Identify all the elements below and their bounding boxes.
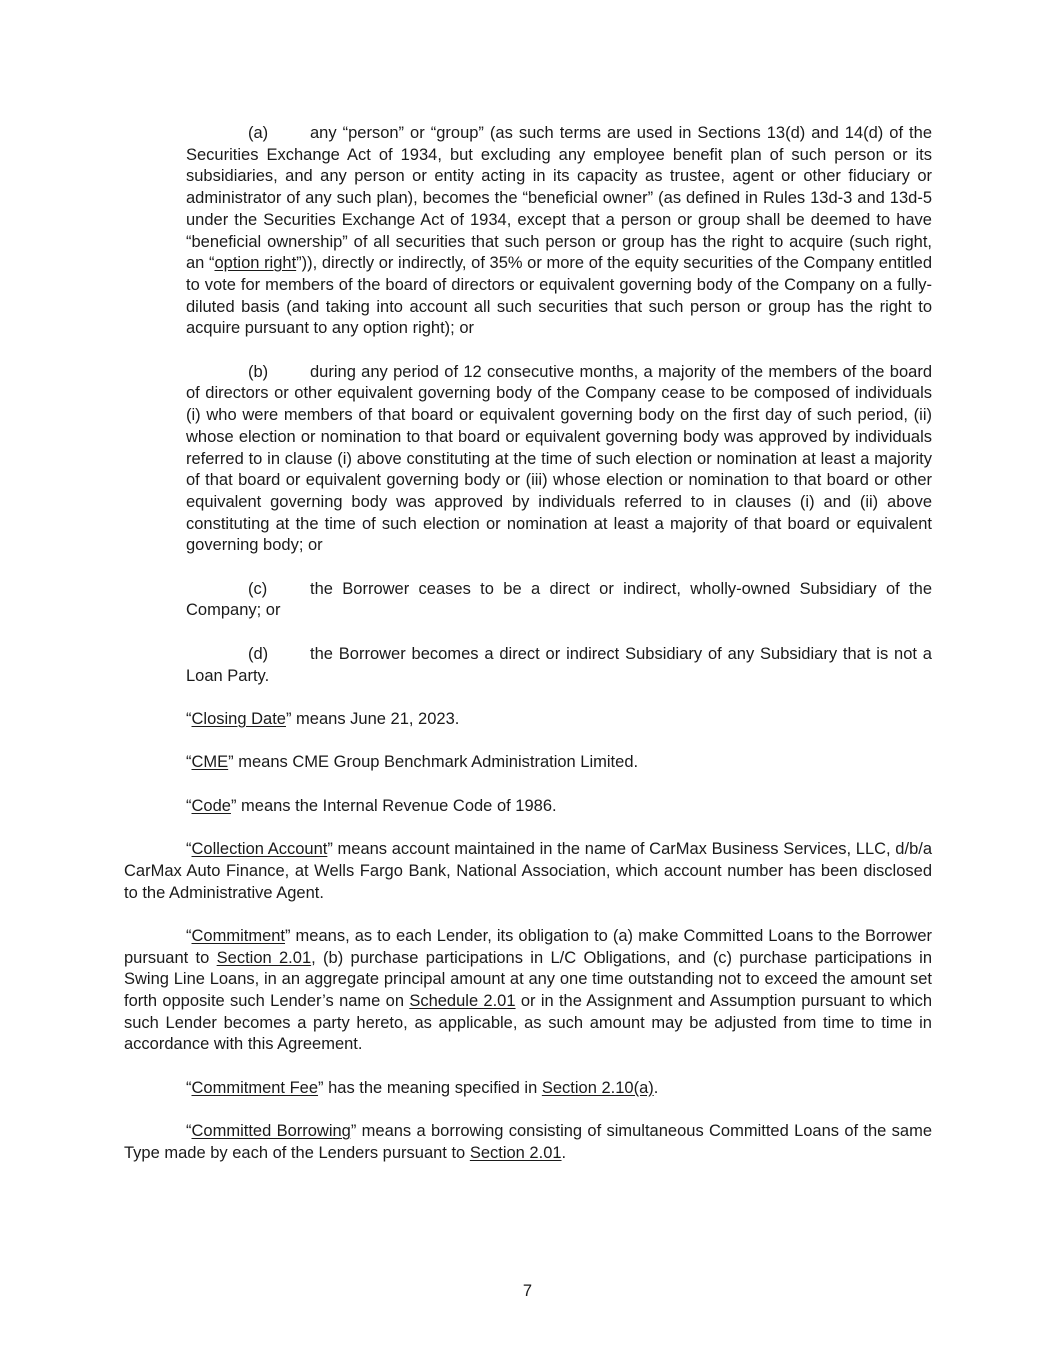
defined-term: Commitment [191,926,286,945]
definition-paragraph [124,839,932,904]
text-run: ” means CME Group Benchmark Administration Limited. [228,753,639,772]
text-run: ” means the Internal Revenue Code of 1986. [230,796,557,815]
defined-term: Collection Account [191,840,328,859]
change-of-control-clauses [124,123,932,687]
clause-label: (c) [248,579,268,598]
clause-label: (d) [248,644,269,663]
text-run: “ [186,1122,192,1141]
text-run: ” means account maintained in the name of CarMax Business Services, LLC, d/b/a CarMax Auto Finance, at Wells Fargo Bank, National Association, which account number has been disclosed to the Administrative Agent. [124,840,933,902]
defined-term: Committed Borrowing [191,1122,351,1141]
text-run: ” means June 21, 2023. [285,709,460,728]
defined-term: Commitment Fee [191,1078,319,1097]
text-run: during any period of 12 consecutive months, a majority of the members of the board of directors or other equivalent governing body of the Company cease to be composed of individuals (i) who were members of that board or equivalent governing body on the first day of such period, (ii) whose election or nomination to that board or equivalent governing body was approved by individuals referred to in clause (i) above constituting at the time of such election or nomination at least a majority of that board or equivalent governing body or (iii) whose election or nomination to that board or other equivalent governing body was approved by individuals referred to in clauses (i) and (ii) above constituting at the time of such election or nomination at least a majority of that board or equivalent governing body; or [186,362,932,555]
text-run: “ [186,709,192,728]
clause-paragraph [186,123,932,340]
defined-term: Schedule 2.01 [409,992,516,1010]
text-run: “ [186,796,192,815]
text-run: “ [186,1078,192,1097]
defined-term: Code [191,796,231,815]
text-run: “ [186,753,192,772]
page-number: 7 [522,1282,533,1300]
clause-paragraph [186,644,932,687]
defined-term: option right [214,254,297,273]
definition-paragraph [124,709,932,731]
text-run: . [653,1078,659,1097]
text-run: or in the Assignment and Assumption pursuant to which such Lender becomes a party hereto, as applicable, as such amount may be adjusted from time to time in accordance with this Agreement. [124,992,932,1054]
definition-paragraph [124,752,932,774]
defined-term: CME [191,753,229,772]
text-run: the Borrower ceases to be a direct or indirect, wholly-owned Subsidiary of the Company; or [186,579,932,620]
definition-paragraph [124,926,932,1056]
text-run: any “person” or “group” (as such terms are used in Sections 13(d) and 14(d) of the Securities Exchange Act of 1934, but excluding any employee benefit plan of such person or its subsidiaries, and any person or entity acting in its capacity as trustee, agent or other fiduciary or administrator of any such plan), becomes the “beneficial owner” (as defined in Rules 13d-3 and 13d-5 under the Securities Exchange Act of 1934, except that a person or group shall be deemed to have “beneficial ownership” of all securities that such person or group has the right to acquire (such right, an “ [186,124,932,273]
text-run: ” means, as to each Lender, its obligation to (a) make Committed Loans to the Borrower pursuant to [124,926,932,967]
defined-term: Section 2.10(a) [541,1078,654,1097]
defined-term: Closing Date [191,709,286,728]
text-run: the Borrower becomes a direct or indirect Subsidiary of any Subsidiary that is not a Loan Party. [186,644,932,685]
text-run: “ [186,840,192,859]
clause-label: (b) [248,362,269,381]
defined-term: Section 2.01 [469,1143,562,1162]
text-run: ” has the meaning specified in [318,1078,542,1097]
clause-paragraph [186,362,932,557]
text-run: . [561,1143,567,1162]
text-run: “ [186,926,192,945]
text-run: ”)), directly or indirectly, of 35% or more of the equity securities of the Company entitled to vote for members of the board of directors or equivalent governing body of the Company on a fully-diluted basis (and taking into account all such securities that such person or group has the right to acquire pursuant to any option right); or [186,254,933,338]
definition-paragraph [124,796,932,818]
clause-paragraph [186,579,932,622]
document-page [124,123,932,1186]
definition-paragraph [124,1078,932,1100]
text-run: , (b) purchase participations in L/C Obligations, and (c) purchase participations in Swing Line Loans, in an aggregate principal amount at any one time outstanding not to exceed the amount set forth opposite such Lender’s name on [124,948,932,1010]
definitions-list [124,709,932,1165]
definition-paragraph [124,1121,932,1164]
clause-label: (a) [248,124,269,142]
defined-term: Section 2.01 [216,948,312,967]
text-run: ” means a borrowing consisting of simultaneous Committed Loans of the same Type made by each of the Lenders pursuant to [124,1122,932,1162]
